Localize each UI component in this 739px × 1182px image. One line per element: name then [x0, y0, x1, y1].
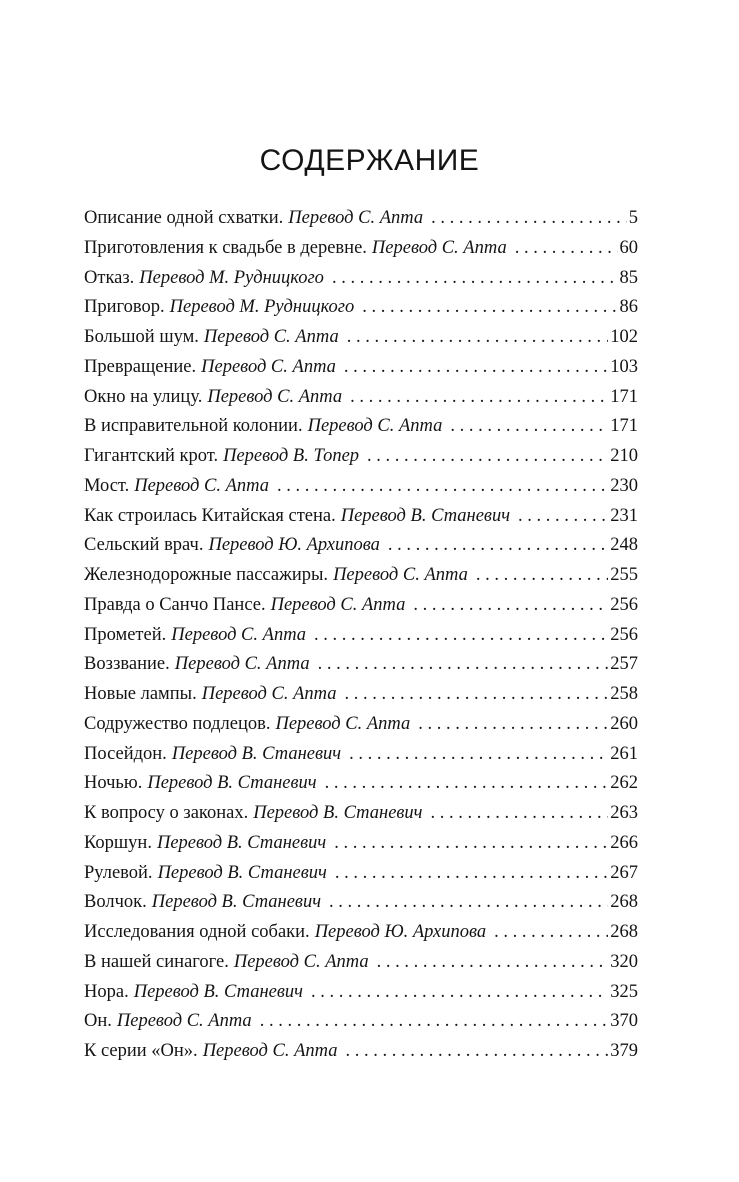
toc-entry-page: 102 [610, 327, 638, 347]
toc-entry-title: Отказ. [84, 267, 135, 288]
toc-entry-title: Исследования одной собаки. [84, 922, 310, 942]
toc-entry-page: 263 [610, 803, 638, 823]
toc-entry-page: 256 [610, 624, 638, 645]
page-title: СОДЕРЖАНИЕ [259, 144, 480, 178]
toc-entry-translator: Перевод С. Апта [171, 624, 307, 645]
toc-entry-translator: Перевод С. Апта [134, 475, 270, 496]
toc-leader-dots [345, 680, 609, 710]
table-of-contents [84, 204, 638, 1067]
toc-entry [84, 383, 638, 413]
toc-entry-title: Нора. [84, 981, 129, 1002]
toc-entry-translator: Перевод С. Апта [174, 654, 310, 675]
toc-entry-page: 257 [610, 654, 638, 675]
toc-entry [84, 412, 638, 442]
toc-entry-title: Ночью. [84, 773, 143, 794]
toc-entry-title: Описание одной схватки. [84, 208, 284, 228]
toc-entry-translator: Перевод М. Рудницкого [139, 267, 324, 288]
toc-entry [84, 442, 638, 472]
toc-entry-translator: Перевод М. Рудницкого [169, 297, 355, 318]
toc-leader-dots [450, 412, 608, 442]
toc-entry [84, 680, 638, 710]
toc-entry-translator: Перевод С. Апта [116, 1011, 252, 1032]
toc-leader-dots [260, 1007, 609, 1037]
toc-entry [84, 948, 638, 978]
toc-entry [84, 829, 638, 859]
toc-entry-translator: Перевод В. Станевич [156, 832, 327, 853]
toc-entry-title: Железнодорожные пассажиры. [84, 565, 329, 585]
toc-leader-dots [350, 383, 608, 413]
toc-entry [84, 799, 638, 829]
toc-entry-page: 86 [619, 297, 638, 318]
toc-leader-dots [277, 472, 608, 502]
toc-entry-title: К серии «Он». [84, 1041, 198, 1061]
toc-entry-page: 171 [610, 416, 638, 437]
toc-leader-dots [311, 978, 608, 1008]
toc-leader-dots [362, 293, 617, 323]
toc-entry-translator: Перевод В. Станевич [340, 505, 511, 526]
toc-entry [84, 1007, 638, 1037]
toc-entry-page: 255 [610, 565, 638, 585]
toc-entry-title: Правда о Санчо Пансе. [84, 594, 266, 615]
toc-entry [84, 234, 638, 264]
toc-entry [84, 353, 638, 383]
toc-entry-title: Воззвание. [84, 654, 170, 675]
toc-entry-title: Гигантский крот. [84, 446, 219, 466]
toc-entry-translator: Перевод С. Апта [201, 684, 337, 704]
toc-entry-page: 261 [610, 743, 638, 764]
toc-entry-page: 60 [619, 237, 638, 258]
toc-entry-title: Рулевой. [84, 862, 153, 883]
toc-entry-title: Превращение. [84, 356, 197, 377]
toc-entry-page: 5 [628, 208, 638, 228]
toc-entry [84, 859, 638, 889]
toc-entry [84, 204, 638, 234]
toc-leader-dots [345, 1037, 608, 1067]
toc-entry-page: 171 [610, 386, 638, 407]
toc-entry-translator: Перевод С. Апта [203, 327, 339, 347]
toc-leader-dots [347, 323, 609, 353]
toc-entry-page: 370 [610, 1011, 638, 1032]
toc-entry-page: 210 [610, 446, 638, 466]
toc-entry-page: 258 [610, 684, 638, 704]
toc-leader-dots [334, 829, 608, 859]
toc-entry-translator: Перевод С. Апта [233, 951, 369, 972]
toc-entry-translator: Перевод В. Станевич [157, 862, 327, 883]
toc-entry-page: 103 [610, 356, 638, 377]
toc-entry-translator: Перевод С. Апта [288, 208, 424, 228]
toc-leader-dots [377, 948, 609, 978]
toc-entry-page: 231 [610, 505, 638, 526]
toc-entry-title: Прометей. [84, 624, 167, 645]
toc-entry-title: В нашей синагоге. [84, 951, 229, 972]
toc-entry-title: Посейдон. [84, 743, 167, 764]
toc-entry-translator: Перевод В. Топер [223, 446, 360, 466]
toc-entry-title: Сельский врач. [84, 535, 204, 556]
toc-entry-page: 266 [610, 832, 638, 853]
toc-entry-page: 262 [610, 773, 638, 794]
toc-entry-translator: Перевод Ю. Архипова [314, 922, 487, 942]
toc-entry-translator: Перевод С. Апта [307, 416, 443, 437]
toc-leader-dots [325, 769, 609, 799]
toc-entry-page: 267 [610, 862, 638, 883]
toc-entry-page: 325 [610, 981, 638, 1002]
toc-leader-dots [518, 502, 608, 532]
toc-entry-title: Коршун. [84, 832, 152, 853]
toc-leader-dots [335, 859, 608, 889]
toc-entry-title: Приготовления к свадьбе в деревне. [84, 237, 367, 258]
toc-entry-title: Приговор. [84, 297, 165, 318]
toc-entry-page: 256 [610, 594, 638, 615]
toc-leader-dots [515, 234, 618, 264]
toc-entry-page: 230 [610, 475, 638, 496]
toc-entry-title: Мост. [84, 475, 130, 496]
toc-entry-translator: Перевод С. Апта [270, 594, 406, 615]
toc-entry [84, 293, 638, 323]
toc-leader-dots [318, 650, 609, 680]
toc-entry [84, 472, 638, 502]
toc-entry-page: 85 [619, 267, 638, 288]
toc-entry-translator: Перевод В. Станевич [253, 803, 423, 823]
toc-leader-dots [431, 799, 609, 829]
toc-leader-dots [494, 918, 608, 948]
toc-entry-title: Большой шум. [84, 327, 199, 347]
toc-entry-title: Новые лампы. [84, 684, 197, 704]
toc-entry-title: Волчок. [84, 892, 147, 913]
toc-entry-title: Как строилась Китайская стена. [84, 505, 336, 526]
toc-entry [84, 502, 638, 532]
toc-leader-dots [418, 710, 608, 740]
toc-entry-page: 379 [610, 1041, 638, 1061]
toc-entry [84, 323, 638, 353]
toc-entry [84, 264, 638, 294]
toc-entry [84, 1037, 638, 1067]
toc-entry [84, 561, 638, 591]
toc-entry [84, 769, 638, 799]
toc-entry-title: Содружество подлецов. [84, 713, 271, 734]
toc-entry [84, 650, 638, 680]
toc-leader-dots [314, 621, 608, 651]
toc-leader-dots [476, 561, 608, 591]
toc-leader-dots [388, 531, 608, 561]
toc-entry-title: В исправительной колонии. [84, 416, 303, 437]
toc-entry-translator: Перевод С. Апта [371, 237, 507, 258]
toc-entry-page: 268 [610, 892, 638, 913]
toc-entry-translator: Перевод С. Апта [202, 1041, 338, 1061]
toc-entry [84, 888, 638, 918]
toc-entry-translator: Перевод С. Апта [275, 713, 411, 734]
toc-entry-translator: Перевод С. Апта [201, 356, 336, 377]
toc-leader-dots [344, 353, 608, 383]
toc-entry [84, 918, 638, 948]
toc-entry-translator: Перевод Ю. Архипова [208, 535, 380, 556]
toc-entry-translator: Перевод С. Апта [333, 565, 468, 585]
toc-entry [84, 978, 638, 1008]
toc-entry-title: Окно на улицу. [84, 386, 203, 407]
toc-leader-dots [431, 204, 627, 234]
toc-entry [84, 740, 638, 770]
toc-entry-page: 260 [610, 713, 638, 734]
toc-entry-title: К вопросу о законах. [84, 803, 249, 823]
toc-entry-translator: Перевод С. Апта [207, 386, 343, 407]
toc-leader-dots [413, 591, 608, 621]
toc-entry-title: Он. [84, 1011, 112, 1032]
toc-entry-translator: Перевод В. Станевич [151, 892, 322, 913]
toc-entry-translator: Перевод В. Станевич [147, 773, 317, 794]
toc-entry-page: 248 [610, 535, 638, 556]
toc-entry-page: 268 [610, 922, 638, 942]
toc-leader-dots [329, 888, 608, 918]
toc-leader-dots [332, 264, 618, 294]
toc-entry [84, 710, 638, 740]
toc-entry-translator: Перевод В. Станевич [133, 981, 303, 1002]
toc-entry [84, 531, 638, 561]
toc-entry-page: 320 [610, 951, 638, 972]
toc-entry-translator: Перевод В. Станевич [171, 743, 342, 764]
toc-entry [84, 591, 638, 621]
toc-leader-dots [349, 740, 608, 770]
toc-leader-dots [367, 442, 608, 472]
toc-entry [84, 621, 638, 651]
